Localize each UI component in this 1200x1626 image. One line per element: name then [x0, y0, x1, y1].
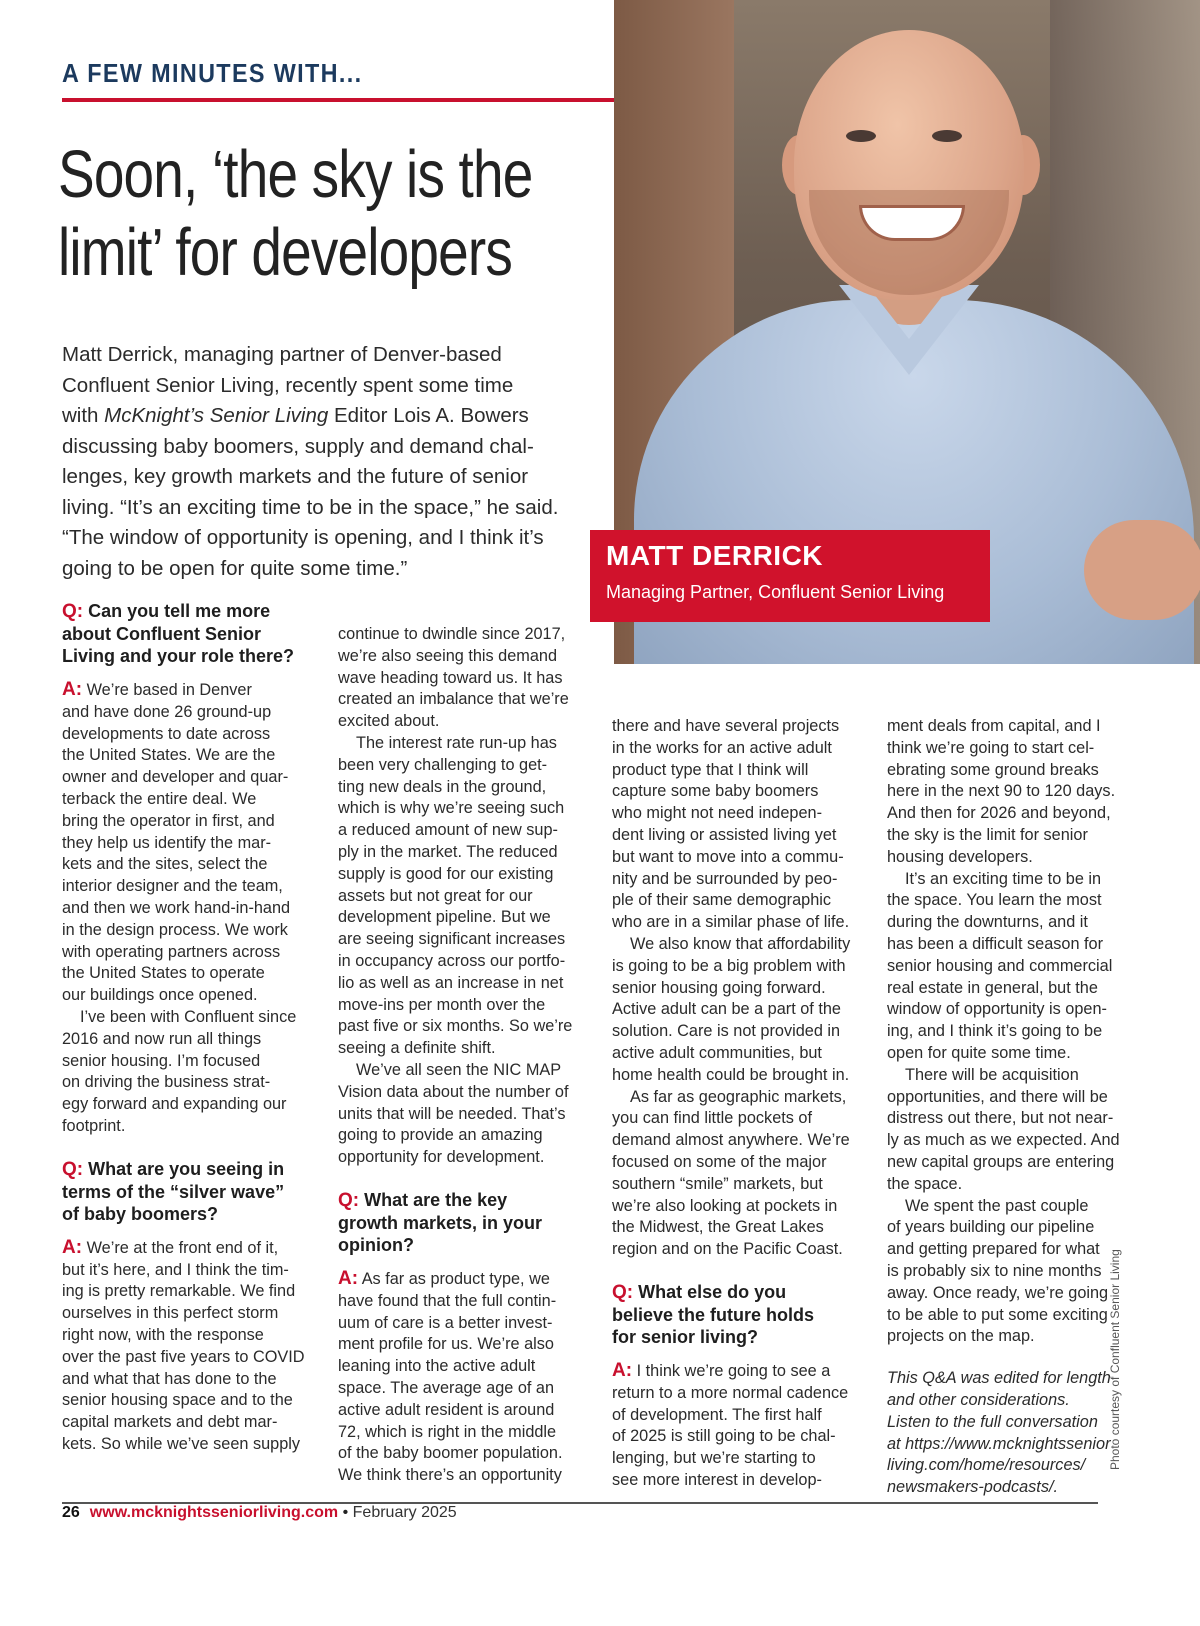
- answer-3: A: As far as product type, we have found that the full contin- uum of care is a better invest- ment profile for us. We’re also leaning into the active adult space. The average age of an active adult resident is around 72, which is right in the middle of the baby boomer population. We think there’s an opportunity: [338, 1267, 563, 1485]
- intro-line: living. “It’s an exciting time to be in the space,” he said.: [62, 495, 559, 519]
- photo-credit: Photo courtesy of Confluent Senior Living: [1108, 1249, 1122, 1470]
- q-marker: Q:: [62, 1158, 84, 1180]
- editor-note: This Q&A was edited for length and other considerations. Listen to the full conversation at https://www.mcknightssenior living.com/home/resources/ newsmakers-podcasts/.: [887, 1369, 1111, 1497]
- q-marker: Q:: [338, 1189, 360, 1211]
- headline-line: limit’ for developers: [58, 215, 513, 290]
- intro-line: Matt Derrick, managing partner of Denver-based: [62, 343, 502, 366]
- article-column-2: continue to dwindle since 2017, we’re also seeing this demand wave heading toward us. It has created an imbalance that we’re excited about. The interest rate run-up has been very challenging to get- ting new deals in the ground, which is why we’re seeing such a reduced amount of new sup- ply in the market. The reduced supply is good for our existing assets but not great for our development pipeline. But we are seeing significant increases in occupancy across our portfo- lio as well as an increase in net move-ins per month over the past five or six months. So we’re seeing a definite shift. We’ve all seen the NIC MAP Vision data about the number of units that will be needed. That’s going to provide an amazing opportunity for development. Q: What are the key growth markets, in your opinion? A: As far as product type, we have found that the full contin- uum of care is a better invest- ment profile for us. We’re also leaning into the active adult space. The average age of an active adult resident is around 72, which is right in the middle of the baby boomer population. We think there’s an opportunity: [338, 624, 583, 1487]
- name-caption-box: [590, 530, 990, 622]
- a-marker: A:: [612, 1359, 633, 1381]
- headline-line: Soon, ‘the sky is the: [58, 137, 533, 212]
- q-marker: Q:: [62, 601, 84, 622]
- kicker-rule: [62, 98, 614, 102]
- intro-line: going to be open for quite some time.”: [62, 556, 408, 580]
- question-2: Q: What are you seeing in terms of the “silver wave” of baby boomers?: [62, 1158, 285, 1224]
- intro-line: lenges, key growth markets and the future of senior: [62, 465, 529, 488]
- question-3: Q: What are the key growth markets, in your opinion?: [338, 1189, 543, 1255]
- answer-4: A: I think we’re going to see a return to a more normal cadence of development. The first half of 2025 is still going to be chal- lenging, but we’re starting to see more interest in develop-: [612, 1359, 849, 1489]
- a-marker: A:: [62, 1236, 83, 1258]
- answer-1: A: We’re based in Denver and have done 26 ground-up developments to date across the United States. We are the owner and developer and quar- terback the entire deal. We bring the operator in first, and they help us identify the mar- kets and the sites, select the interior designer and the team, and then we work hand-in-hand in the design process. We work with operating partners across the United States to operate our buildings once opened. I’ve been with Confluent since 2016 and now run all things senior housing. I’m focused on driving the business strat- egy forward and expanding our footprint.: [62, 679, 297, 1135]
- footer-separator: •: [338, 1504, 353, 1521]
- subject-name: MATT DERRICK: [606, 540, 824, 571]
- q-marker: Q:: [612, 1281, 634, 1303]
- a-marker: A:: [338, 1267, 359, 1289]
- page-footer: [62, 1504, 457, 1522]
- intro-line: “The window of opportunity is opening, and I think it’s: [62, 526, 544, 549]
- section-kicker: A FEW MINUTES WITH...: [62, 58, 363, 88]
- headline: [58, 136, 618, 292]
- intro-line: discussing baby boomers, supply and demand chal-: [62, 434, 534, 458]
- question-4: Q: What else do you believe the future holds for senior living?: [612, 1281, 815, 1347]
- question-1: Q: Can you tell me more about Confluent Senior Living and your role there?: [62, 601, 295, 666]
- page-number: 26: [62, 1504, 80, 1521]
- answer-2: A: We’re at the front end of it, but it’s here, and I think the tim- ing is pretty remarkable. We find ourselves in this perfect storm right now, with the response over the past five years to COVID and what that has done to the senior housing space and to the capital markets and debt mar- kets. So while we’ve seen supply: [62, 1236, 305, 1453]
- issue-date: February 2025: [352, 1504, 457, 1521]
- intro-paragraph: [62, 340, 592, 584]
- a-marker: A:: [62, 679, 83, 700]
- intro-line: with McKnight’s Senior Living Editor Lois A. Bowers: [62, 404, 529, 427]
- website-link[interactable]: www.mcknightsseniorliving.com: [89, 1504, 339, 1521]
- intro-line: Confluent Senior Living, recently spent some time: [62, 373, 514, 397]
- publication-name: McKnight’s Senior Living: [104, 404, 329, 427]
- subject-title: Managing Partner, Confluent Senior Living: [606, 582, 945, 602]
- article-column-4: ment deals from capital, and I think we’re going to start cel- ebrating some ground breaks here in the next 90 to 120 days. And then for 2026 and beyond, the sky is the limit for senior housing developers. It’s an exciting time to be in the space. You learn the most during the downturns, and it has been a difficult season for senior housing and commercial real estate in general, but the window of opportunity is open- ing, and I think it’s going to be open for quite some time. There will be acquisition opportunities, and there will be distress out there, but not near- ly as much as we expected. And new capital groups are entering the space. We spent the past couple of years building our pipeline and getting prepared for what is probably six to nine months away. Once ready, we’re going to be able to put some exciting projects on the map. This Q&A was edited for length and other considerations. Listen to the full conversation at https://www.mcknightssenior living.com/home/resources/ newsmakers-podcasts/.: [887, 716, 1137, 1499]
- article-column-1: [62, 600, 307, 1456]
- article-column-3: there and have several projects in the works for an active adult product type that I think will capture some baby boomers who might not need indepen- dent living or assisted living yet but want to move into a commu- nity and be surrounded by peo- ple of their same demographic who are in a similar phase of life. We also know that affordability is going to be a big problem with senior housing going forward. Active adult can be a part of the solution. Care is not provided in active adult communities, but home health could be brought in. As far as geographic markets, you can find little pockets of demand almost anywhere. We’re focused on some of the major southern “smile” markets, but we’re also looking at pockets in the Midwest, the Great Lakes region and on the Pacific Coast. Q: What else do you believe the future holds for senior living? A: I think we’re going to see a return to a more normal cadence of development. The first half of 2025 is still going to be chal- lenging, but we’re starting to see more interest in develop-: [612, 716, 862, 1492]
